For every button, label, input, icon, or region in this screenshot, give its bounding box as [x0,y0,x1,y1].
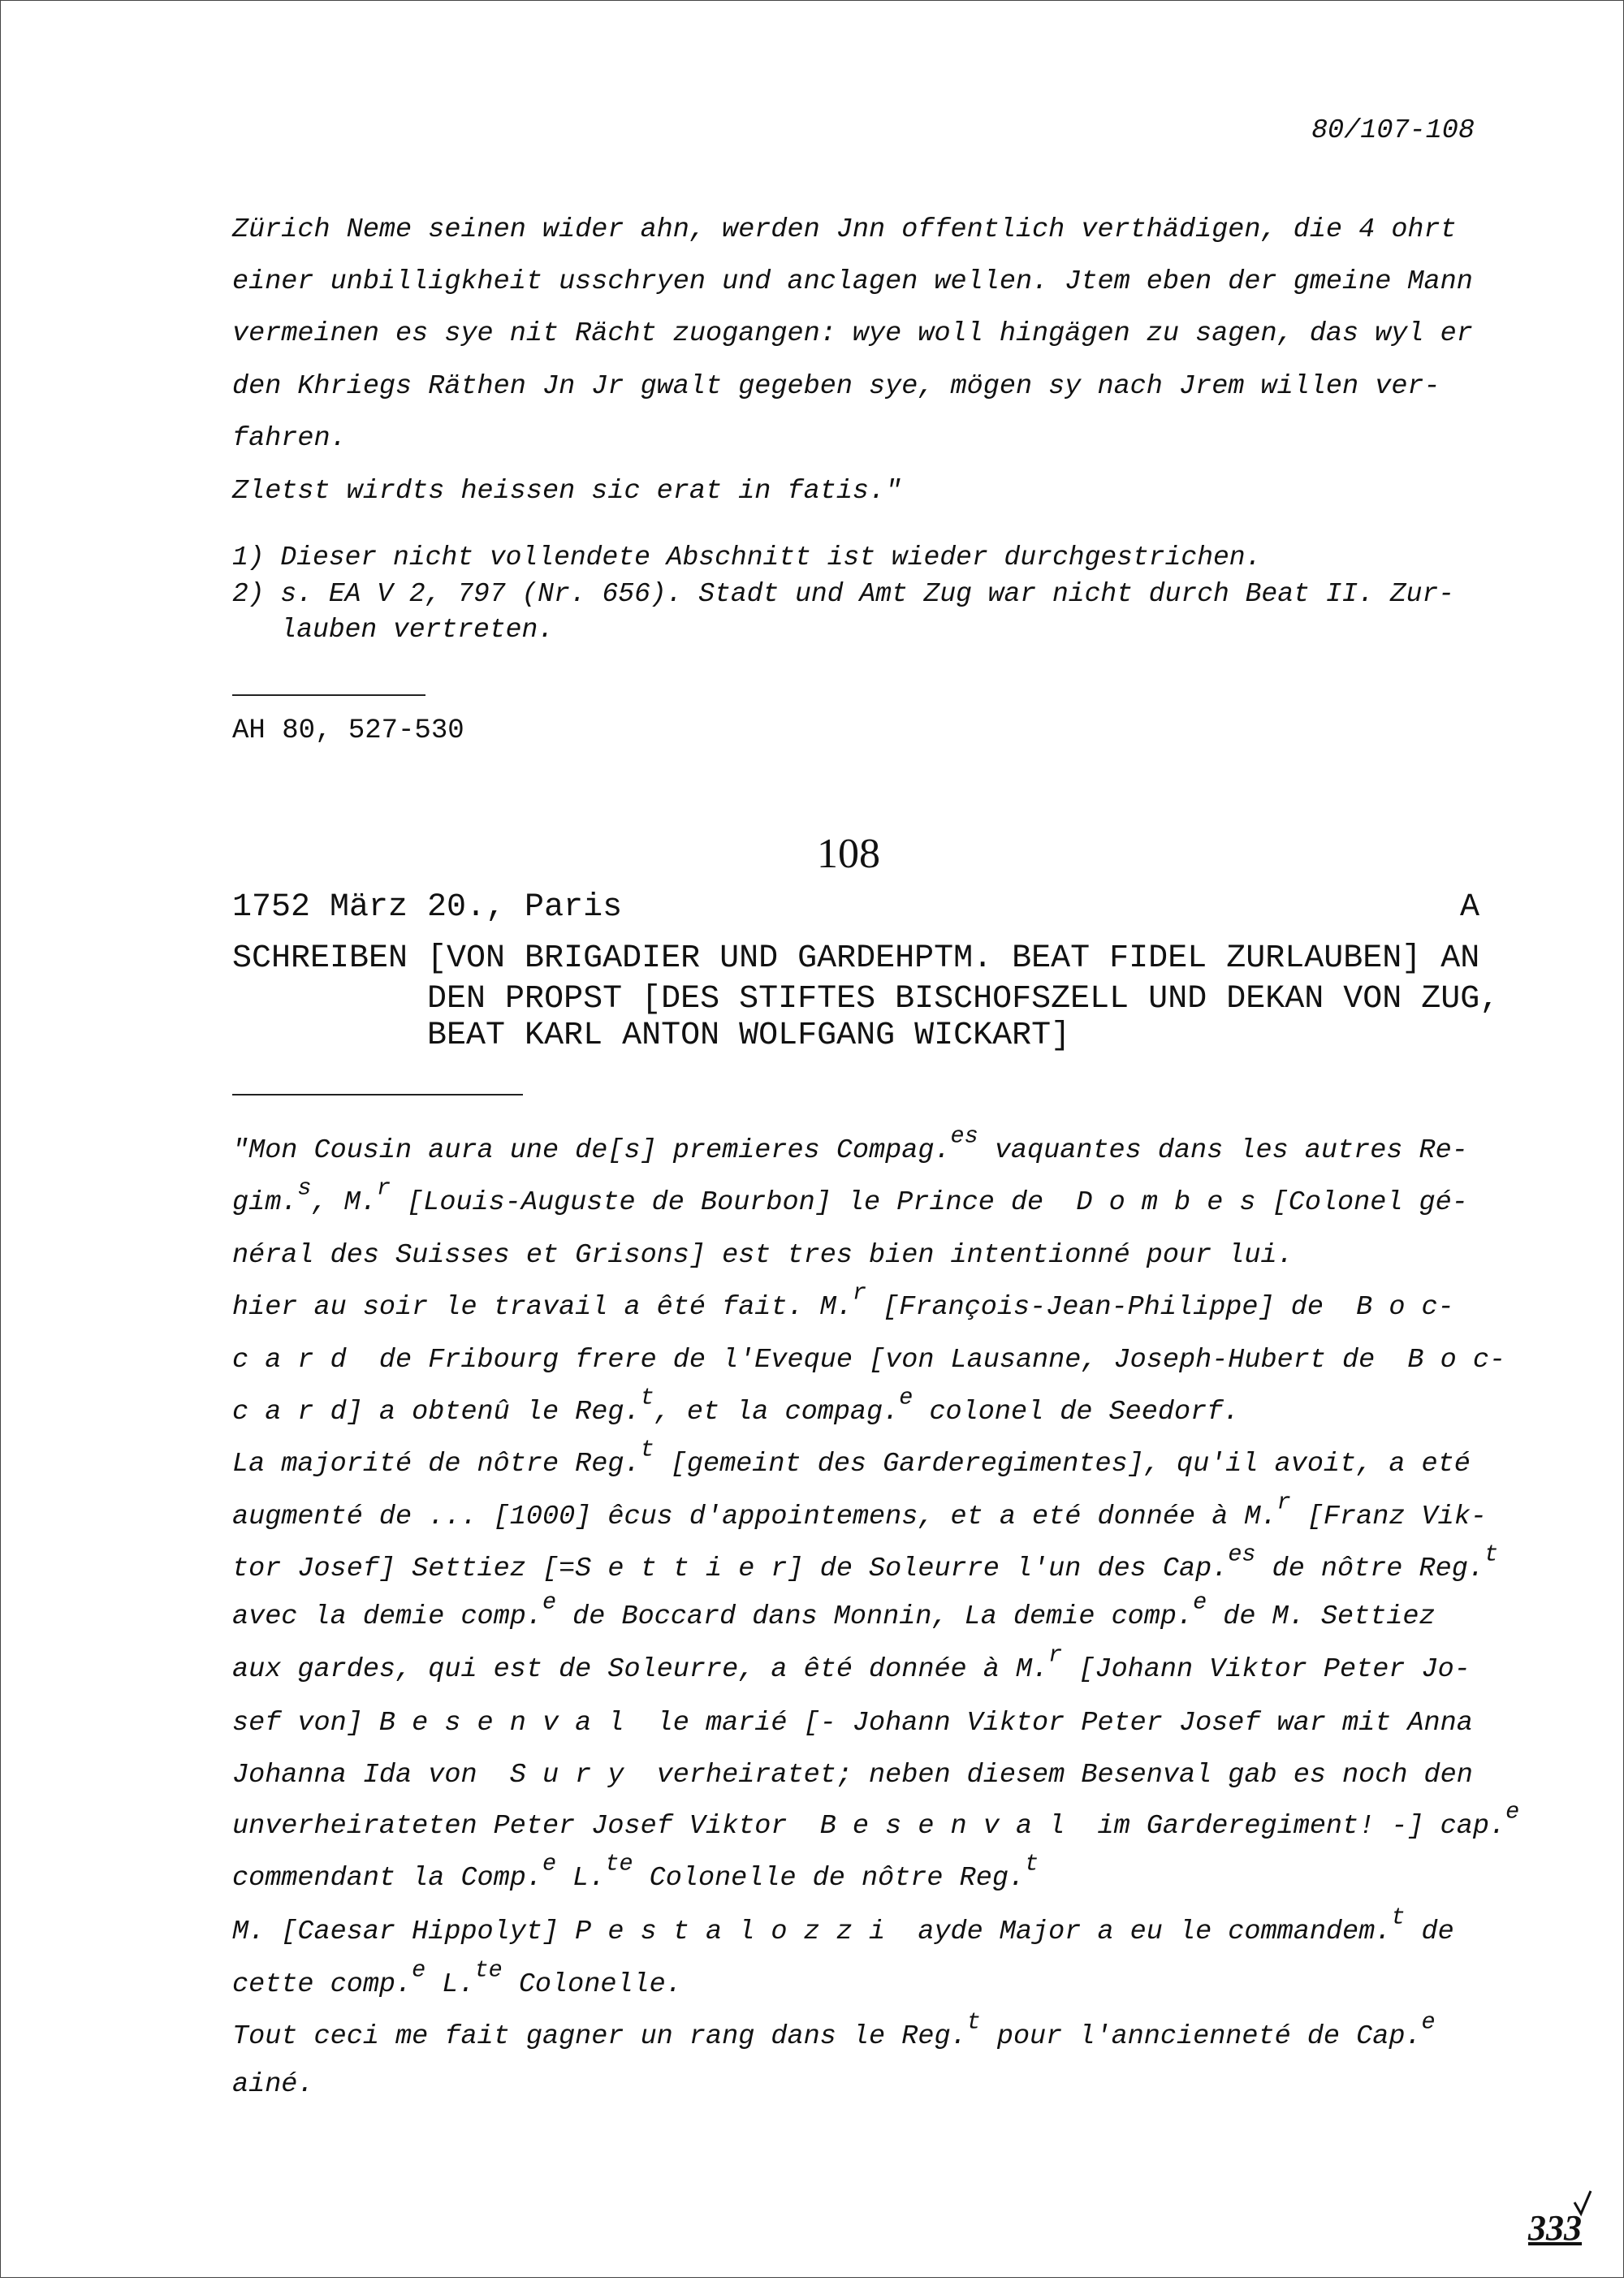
text-segment: [Louis-Auguste de Bourbon] le Prince de D o m b e s [Colonel gé- [391,1187,1468,1218]
superscript: r [852,1279,867,1307]
text-segment: L. [556,1863,606,1894]
superscript: t [640,1384,654,1411]
footnote-line [232,611,554,649]
text-segment: lauben vertreten. [232,615,555,645]
text-segment: Zletst wirdts heissen sic erat in fatis." [232,476,902,507]
superscript: te [605,1850,633,1878]
text-segment: Zürich Neme seinen wider ahn, werden Jnn offentlich verthädigen, die 4 ohrt [232,214,1457,245]
text-line [232,1436,1471,1484]
text-segment: tor Josef] Settiez [=S e t t i e r] de Soleurre l'un des Cap. [232,1554,1229,1584]
text-line [232,1850,1039,1899]
text-segment: gim. [232,1187,298,1218]
superscript: es [950,1122,978,1150]
text-line [232,1588,1436,1637]
text-line [232,1279,1454,1328]
text-segment: vermeinen es sye nit Rächt zuogangen: wye woll hingägen zu sagen, das wyl er [232,318,1473,349]
text-segment: DEN PROPST [DES STIFTES BISCHOFSZELL UND DEKAN VON ZUG, [232,981,1500,1018]
text-line [232,1541,1499,1589]
text-segment: commendant la Comp. [232,1863,542,1894]
superscript: e [1505,1798,1520,1826]
text-segment: einer unbilligkheit usschryen und anclagen wellen. Jtem eben der gmeine Mann [232,266,1473,297]
text-segment: de M. Settiez [1207,1601,1436,1632]
summary-line [232,939,1479,979]
document-reference: 80/107-108 [1311,115,1475,146]
text-line [232,418,347,459]
text-segment: 2) s. EA V 2, 797 (Nr. 656). Stadt und Amt Zug war nicht durch Beat II. Zur- [232,579,1455,609]
superscript: e [1421,2008,1436,2036]
text-segment: vaquantes dans les autres Re- [978,1135,1468,1166]
text-segment: , M. [311,1187,377,1218]
text-segment: de nôtre Reg. [1255,1554,1484,1584]
superscript: r [1276,1489,1291,1516]
text-segment: néral des Suisses et Grisons] est tres bien intentionné pour lui. [232,1240,1294,1271]
text-segment: [gemeint des Garderegimentes], qu'il avoit, a eté [654,1449,1471,1480]
text-line [232,1174,1468,1223]
text-line [232,1122,1468,1171]
date-place: 1752 März 20., Paris [232,889,623,926]
superscript: es [1228,1541,1256,1568]
summary-line [232,1016,1070,1057]
superscript: e [899,1384,914,1411]
text-segment: [François-Jean-Philippe] de B o c- [866,1292,1454,1323]
text-segment: [Johann Viktor Peter Jo- [1062,1654,1471,1685]
text-segment: BEAT KARL ANTON WOLFGANG WICKART] [232,1018,1071,1054]
text-line [232,261,1473,302]
text-line [232,1703,1473,1744]
text-segment: [Franz Vik- [1290,1502,1487,1532]
text-segment: cette comp. [232,1969,412,2000]
text-line [232,1755,1473,1796]
text-segment: pour l'anncienneté de Cap. [980,2021,1422,2052]
text-segment: aux gardes, qui est de Soleurre, a êté donnée à M. [232,1654,1049,1685]
text-segment: L. [425,1969,475,2000]
superscript: e [1193,1588,1207,1616]
text-line [232,471,901,512]
text-segment: colonel de Seedorf. [913,1397,1240,1428]
superscript: t [1391,1904,1406,1931]
text-segment: Johanna Ida von S u r y verheiratet; neben diesem Besenval gab es noch den [232,1760,1473,1791]
text-segment: fahren. [232,423,347,454]
text-segment: SCHREIBEN [VON BRIGADIER UND GARDEHPTM. BEAT FIDEL ZURLAUBEN] AN [232,940,1480,977]
text-segment: ainé. [232,2069,314,2100]
text-segment: augmenté de ... [1000] êcus d'appointemens, et a eté donnée à M. [232,1502,1277,1532]
divider [232,694,425,696]
source-reference: AH 80, 527-530 [232,715,464,746]
summary-line [232,979,1499,1020]
superscript: e [542,1588,557,1616]
text-line [232,1235,1294,1276]
superscript: t [966,2008,981,2036]
text-segment: M. [Caesar Hippolyt] P e s t a l o z z i ayde Major a eu le commandem. [232,1917,1392,1947]
text-segment: La majorité de nôtre Reg. [232,1449,641,1480]
footnote-line [232,539,1261,577]
text-line [232,313,1473,354]
superscript: s [297,1174,312,1202]
text-line [232,1384,1240,1433]
text-line [232,1340,1505,1381]
text-segment: Tout ceci me fait gagner un rang dans le Reg. [232,2021,967,2052]
text-line [232,1641,1471,1690]
superscript: e [412,1956,426,1984]
text-segment: de [1405,1917,1454,1947]
text-segment: 1) Dieser nicht vollendete Abschnitt ist wieder durchgestrichen. [232,542,1262,573]
superscript: t [1484,1541,1499,1568]
text-line [232,1489,1487,1537]
text-segment: sef von] B e s e n v a l le marié [- Johann Viktor Peter Josef war mit Anna [232,1708,1473,1739]
superscript: t [1025,1850,1039,1878]
text-segment: , et la compag. [654,1397,900,1428]
text-segment: "Mon Cousin aura une de[s] premieres Compag. [232,1135,951,1166]
text-segment: de Boccard dans Monnin, La demie comp. [556,1601,1194,1632]
text-line [232,210,1457,250]
text-segment: avec la demie comp. [232,1601,542,1632]
page-number: 333 [1528,2208,1582,2248]
text-segment: Colonelle. [502,1969,682,2000]
superscript: r [1048,1641,1063,1669]
text-line [232,1904,1454,1952]
text-line [232,1798,1520,1847]
superscript: te [474,1956,503,1984]
divider [232,1094,523,1095]
text-segment: c a r d de Fribourg frere de l'Eveque [von Lausanne, Joseph-Hubert de B o c- [232,1345,1506,1376]
text-line [232,2008,1436,2057]
superscript: e [542,1850,557,1878]
superscript: r [376,1174,391,1202]
text-segment: c a r d] a obtenû le Reg. [232,1397,641,1428]
text-segment: unverheirateten Peter Josef Viktor B e s e n v a l im Garderegiment! -] cap. [232,1811,1506,1842]
text-line [232,2064,314,2105]
text-segment: den Khriegs Räthen Jn Jr gwalt gegeben sye, mögen sy nach Jrem willen ver- [232,371,1440,402]
text-line [232,1956,682,2005]
text-segment: hier au soir le travail a êté fait. M. [232,1292,853,1323]
footnote-line [232,576,1454,613]
text-line [232,366,1440,407]
text-segment: Colonelle de nôtre Reg. [633,1863,1026,1894]
superscript: t [640,1436,654,1463]
document-type-code: A [1459,889,1479,926]
document-number: 108 [817,831,880,877]
